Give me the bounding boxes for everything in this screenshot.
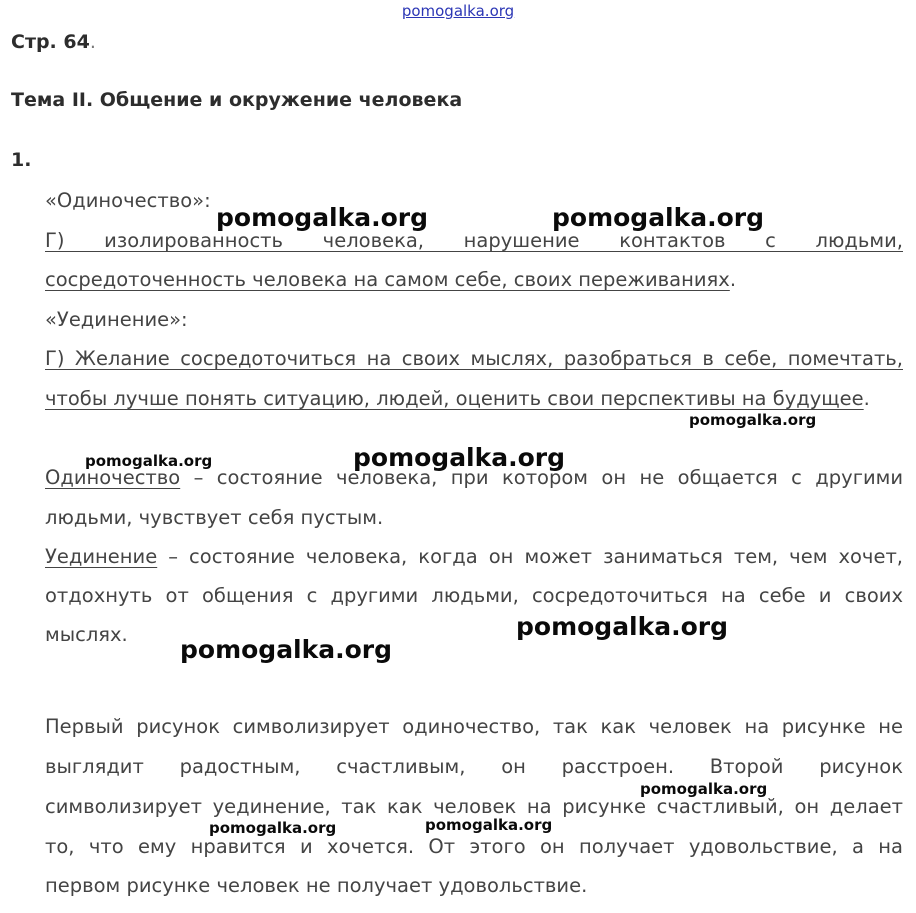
explanation-word-uedinenie: Уединение bbox=[45, 545, 158, 568]
definition-1-line-1: Г) изолированность человека, нарушение контактов с людьми, bbox=[45, 229, 903, 252]
explanation-word-odinochestvo: Одиночество bbox=[45, 466, 181, 489]
definition-2-line-2 bbox=[45, 386, 903, 412]
watermark: pomogalka.org bbox=[640, 780, 768, 798]
watermark: pomogalka.org bbox=[689, 411, 817, 429]
page-number bbox=[11, 31, 96, 53]
definition-1-line-2 bbox=[45, 267, 903, 293]
explanation-2-line-3: мыслях. bbox=[45, 623, 128, 646]
explanation-1-line-2: людьми, чувствует себя пустым. bbox=[45, 506, 384, 529]
page-dot: . bbox=[89, 31, 96, 53]
definition-1-text: сосредоточенность человека на самом себе, своих переживаниях bbox=[45, 268, 730, 291]
term-odinochestvo: «Одиночество»: bbox=[45, 189, 211, 212]
definition-2-text: чтобы лучше понять ситуацию, людей, оценить свои перспективы на будущее bbox=[45, 387, 864, 410]
page-label: Стр. 64 bbox=[11, 31, 90, 53]
picture-text-line-5: первом рисунке человек не получает удовольствие. bbox=[45, 874, 588, 897]
watermark: pomogalka.org bbox=[209, 819, 337, 837]
watermark: pomogalka.org bbox=[85, 452, 213, 470]
watermark: pomogalka.org bbox=[516, 612, 729, 641]
task-number: 1. bbox=[11, 149, 32, 171]
watermark: pomogalka.org bbox=[552, 203, 765, 232]
explanation-2-line-1 bbox=[45, 544, 903, 570]
watermark: pomogalka.org bbox=[216, 203, 429, 232]
explanation-2-rest: – состояние человека, когда он может заниматься тем, чем хочет, bbox=[157, 545, 903, 568]
watermark: pomogalka.org bbox=[353, 443, 566, 472]
watermark: pomogalka.org bbox=[180, 635, 393, 664]
explanation-2-line-2: отдохнуть от общения с другими людьми, сосредоточиться на себе и своих bbox=[45, 584, 903, 607]
picture-text-line-2: выглядит радостным, счастливым, он расстроен. Второй рисунок bbox=[45, 755, 903, 778]
explanation-1-rest: – состояние человека, при котором он не общается с другими bbox=[180, 466, 903, 489]
definition-1-end: . bbox=[729, 268, 737, 291]
term-uedinenie: «Уединение»: bbox=[45, 308, 188, 331]
picture-text-line-3: символизирует уединение, так как человек на рисунке счастливый, он делает bbox=[45, 795, 903, 818]
topic-title: Тема II. Общение и окружение человека bbox=[11, 89, 463, 111]
picture-text-line-1: Первый рисунок символизирует одиночество, так как человек на рисунке не bbox=[45, 715, 903, 738]
watermark: pomogalka.org bbox=[425, 816, 553, 834]
picture-text-line-4: то, что ему нравится и хочется. От этого он получает удовольствие, а на bbox=[45, 835, 903, 858]
top-site-link[interactable]: pomogalka.org bbox=[401, 2, 515, 20]
definition-2-line-1: Г) Желание сосредоточиться на своих мыслях, разобраться в себе, помечтать, bbox=[45, 347, 903, 370]
definition-2-end: . bbox=[863, 387, 870, 410]
